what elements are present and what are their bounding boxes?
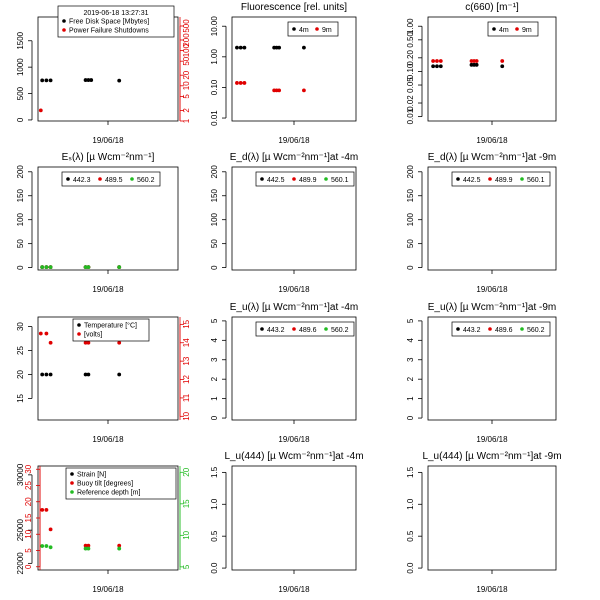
legend-marker — [130, 177, 134, 181]
legend-label: 4m — [499, 27, 509, 34]
y-right-tick-label: 200 — [182, 33, 191, 47]
legend-label: 560.1 — [527, 177, 545, 184]
y-left-tick-label: 15 — [16, 393, 25, 403]
x-date-label: 19/06/18 — [92, 585, 124, 594]
y-left-tick-label: 200 — [16, 165, 25, 179]
legend-marker — [292, 177, 296, 181]
y-left-tick-label: 500 — [16, 86, 25, 101]
y-left-tick-label: 50 — [210, 239, 219, 249]
legend-marker — [492, 27, 496, 31]
legend-label: 560.2 — [137, 177, 155, 184]
legend-marker — [292, 327, 296, 331]
data-point-temp-volts-0 — [87, 373, 91, 377]
y-right-tick-label: 5 — [182, 94, 191, 99]
data-point-disk-power-0 — [49, 78, 53, 82]
data-point-fluorescence-1 — [239, 81, 243, 85]
data-point-c660-1 — [435, 59, 439, 63]
panel-eu-9m — [406, 302, 556, 444]
y-left-tick-label: 1500 — [16, 31, 25, 50]
y-left-tick-label: 0.10 — [406, 63, 415, 80]
data-point-disk-power-1 — [39, 109, 43, 113]
panel-ed-9m — [406, 152, 556, 294]
data-point-es-2 — [45, 265, 49, 269]
y-left-tick-label: 0.01 — [406, 108, 415, 125]
data-point-strain-tilt-depth-1 — [87, 547, 91, 551]
x-date-label: 19/06/18 — [278, 285, 310, 294]
legend-marker — [62, 19, 66, 23]
data-point-fluorescence-1 — [235, 81, 239, 85]
data-point-disk-power-0 — [117, 79, 121, 83]
x-date-label: 19/06/18 — [476, 136, 508, 145]
y-right-tick-label: 10 — [182, 81, 191, 91]
data-point-fluorescence-1 — [302, 88, 306, 92]
y-left-tick-label: 50 — [16, 239, 25, 249]
legend-marker — [315, 27, 319, 31]
legend-marker — [98, 177, 102, 181]
data-point-strain-tilt-depth-1 — [45, 544, 49, 548]
legend-marker — [77, 332, 81, 336]
y-right-tick-label: 500 — [182, 19, 191, 33]
data-point-fluorescence-0 — [235, 46, 239, 50]
y-left-tick-label: 22000 — [16, 552, 25, 575]
y-left-tick-label: 100 — [406, 213, 415, 227]
y-right-tick-label: 1 — [182, 118, 191, 124]
legend-label: Buoy tilt [degrees] — [77, 480, 134, 488]
legend-label: Power Failure Shutdowns — [69, 27, 149, 35]
y-right-tick-label: 50 — [182, 56, 191, 66]
data-point-disk-power-0 — [89, 78, 93, 82]
panel-fluorescence — [210, 2, 356, 145]
panel-title: Eₛ(λ) [µ Wcm⁻²nm⁻¹] — [61, 152, 155, 163]
y-left-tick-label: 0 — [210, 415, 219, 421]
legend-label: 442.5 — [463, 177, 481, 184]
y-right-tick-label: 15 — [182, 319, 191, 329]
y-left-tick-label: 5 — [406, 318, 415, 324]
legend-label: 9m — [322, 27, 332, 34]
panel-c660 — [406, 2, 556, 145]
legend-label: 560.2 — [331, 327, 349, 334]
y-right-tick-label: 12 — [182, 375, 191, 384]
legend-marker — [66, 177, 70, 181]
y-left-tick-label: 0 — [16, 265, 25, 270]
legend-marker — [70, 472, 74, 476]
y-left-tick-label: 1.00 — [210, 49, 219, 65]
y-inner-tick-label: 25 — [24, 481, 33, 490]
panel-eu-4m — [210, 302, 358, 444]
data-point-c660-0 — [435, 64, 439, 68]
y-left-tick-label: 150 — [16, 189, 25, 203]
y-left-tick-label: 3 — [406, 357, 415, 362]
y-inner-tick-label: 0 — [24, 564, 33, 569]
legend-marker — [260, 327, 264, 331]
x-date-label: 19/06/18 — [278, 585, 310, 594]
legend-marker — [292, 27, 296, 31]
y-right-tick-label: 20 — [182, 70, 191, 80]
panel-disk-power — [16, 6, 191, 145]
y-right-tick-label: 10 — [182, 530, 191, 540]
y-left-tick-label: 0.50 — [406, 32, 415, 48]
y-left-tick-label: 1.00 — [406, 18, 415, 35]
y-left-tick-label: 10.00 — [210, 16, 219, 37]
y-left-tick-label: 2 — [210, 376, 219, 382]
legend-marker — [77, 323, 81, 327]
y-inner-tick-label: 20 — [24, 497, 33, 507]
data-point-es-2 — [117, 265, 121, 269]
data-point-temp-volts-0 — [49, 373, 53, 377]
y-left-tick-label: 0.02 — [406, 95, 415, 111]
data-point-fluorescence-0 — [243, 46, 247, 50]
y-inner-tick-label: 30 — [24, 464, 33, 474]
data-point-c660-1 — [431, 59, 435, 63]
legend-marker — [456, 177, 460, 181]
legend-label: Reference depth [m] — [77, 489, 141, 497]
y-left-tick-label: 25 — [16, 346, 25, 355]
data-point-c660-0 — [475, 63, 479, 67]
legend-marker — [70, 490, 74, 494]
y-left-tick-label: 150 — [210, 189, 219, 203]
y-inner-tick-label: 10 — [24, 529, 33, 539]
data-point-temp-volts-1 — [87, 341, 91, 345]
y-left-tick-label: 100 — [16, 213, 25, 227]
panel-temp-volts — [16, 317, 191, 444]
y-left-tick-label: 0 — [210, 265, 219, 270]
panel-title: L_u(444) [µ Wcm⁻²nm⁻¹]at -9m — [422, 451, 562, 462]
x-date-label: 19/06/18 — [476, 585, 508, 594]
legend-marker — [515, 27, 519, 31]
y-right-tick-label: 20 — [182, 467, 191, 477]
y-inner-tick-label: 5 — [24, 548, 33, 553]
panel-title: c(660) [m⁻¹] — [465, 2, 519, 13]
legend-label: 560.2 — [527, 327, 545, 334]
y-left-tick-label: 20 — [16, 370, 25, 379]
data-point-c660-1 — [475, 59, 479, 63]
data-point-es-2 — [40, 265, 44, 269]
y-left-tick-label: 0.5 — [210, 530, 219, 542]
y-right-tick-label: 10 — [182, 411, 191, 421]
y-left-tick-label: 0.05 — [406, 77, 415, 93]
data-point-disk-power-0 — [45, 78, 49, 82]
data-point-strain-tilt-depth-1 — [117, 547, 121, 551]
y-left-tick-label: 150 — [406, 189, 415, 203]
data-point-temp-volts-0 — [40, 373, 44, 377]
y-inner-tick-label: 15 — [24, 513, 33, 523]
legend-marker — [324, 177, 328, 181]
legend-label: 489.9 — [495, 177, 513, 184]
y-left-tick-label: 1.5 — [406, 466, 415, 478]
y-left-tick-label: 0.10 — [210, 79, 219, 96]
data-point-c660-0 — [439, 64, 443, 68]
plot-frame — [232, 466, 356, 570]
legend-marker — [488, 327, 492, 331]
legend-marker — [260, 177, 264, 181]
data-point-strain-tilt-depth-0 — [49, 527, 53, 531]
data-point-c660-0 — [500, 64, 504, 68]
plot-frame — [428, 466, 556, 570]
data-point-es-2 — [87, 265, 91, 269]
legend-label: 443.2 — [267, 327, 285, 334]
legend-label: 489.6 — [299, 327, 317, 334]
data-point-c660-1 — [439, 59, 443, 63]
data-point-temp-volts-0 — [45, 373, 49, 377]
y-left-tick-label: 4 — [210, 338, 219, 343]
legend-label: Free Disk Space [Mbytes] — [69, 18, 150, 26]
panel-ed-4m — [210, 152, 358, 294]
y-left-tick-label: 100 — [210, 213, 219, 227]
y-left-tick-label: 200 — [210, 165, 219, 179]
panel-title: Fluorescence [rel. units] — [240, 2, 348, 13]
y-left-tick-label: 0.01 — [210, 110, 219, 126]
y-left-tick-label: 1 — [406, 396, 415, 401]
x-date-label: 19/06/18 — [278, 136, 310, 145]
data-point-strain-tilt-depth-1 — [40, 544, 44, 548]
y-left-tick-label: 30000 — [16, 463, 25, 486]
legend-header: 2019-06-18 13:27:31 — [83, 10, 149, 17]
legend-marker — [70, 481, 74, 485]
y-left-tick-label: 5 — [210, 318, 219, 324]
legend-label: 442.5 — [267, 177, 285, 184]
legend-label: Temperature [°C] — [84, 322, 137, 330]
legend-label: 442.3 — [73, 177, 91, 184]
y-left-tick-label: 0 — [406, 415, 415, 421]
legend-label: 9m — [522, 27, 532, 34]
legend-label: 489.6 — [495, 327, 513, 334]
data-point-strain-tilt-depth-1 — [49, 545, 53, 549]
y-left-tick-label: 1.5 — [210, 466, 219, 478]
panel-strain-tilt-depth — [16, 463, 191, 594]
legend-marker — [62, 28, 66, 32]
y-left-tick-label: 25000 — [16, 519, 25, 542]
data-point-temp-volts-0 — [117, 373, 121, 377]
y-left-tick-label: 1.0 — [210, 498, 219, 510]
y-right-tick-label: 13 — [182, 356, 191, 366]
y-left-tick-label: 4 — [406, 338, 415, 343]
y-right-tick-label: 2 — [182, 108, 191, 113]
panel-title: L_u(444) [µ Wcm⁻²nm⁻¹]at -4m — [224, 451, 364, 462]
y-left-tick-label: 1.0 — [406, 498, 415, 510]
data-point-temp-volts-1 — [45, 332, 49, 336]
y-right-tick-label: 15 — [182, 499, 191, 509]
data-point-fluorescence-1 — [243, 81, 247, 85]
data-point-temp-volts-1 — [49, 341, 53, 345]
data-point-fluorescence-0 — [277, 46, 281, 50]
panel-title: E_d(λ) [µ Wcm⁻²nm⁻¹]at -4m — [229, 152, 359, 163]
y-left-tick-label: 0.5 — [406, 530, 415, 542]
x-date-label: 19/06/18 — [476, 285, 508, 294]
legend-label: [volts] — [84, 331, 103, 339]
panel-title: E_u(λ) [µ Wcm⁻²nm⁻¹]at -9m — [427, 302, 557, 313]
panel-lu-4m — [210, 451, 364, 594]
legend-marker — [520, 177, 524, 181]
legend-marker — [520, 327, 524, 331]
x-date-label: 19/06/18 — [92, 285, 124, 294]
data-point-c660-1 — [500, 59, 504, 63]
legend-label: 4m — [299, 27, 309, 34]
data-point-strain-tilt-depth-0 — [40, 508, 44, 512]
x-date-label: 19/06/18 — [476, 435, 508, 444]
data-point-fluorescence-1 — [277, 88, 281, 92]
data-point-c660-0 — [431, 64, 435, 68]
legend-label: 560.1 — [331, 177, 349, 184]
y-left-tick-label: 50 — [406, 239, 415, 249]
legend-label: 443.2 — [463, 327, 481, 334]
panel-lu-9m — [406, 451, 562, 594]
y-left-tick-label: 3 — [210, 357, 219, 362]
y-right-tick-label: 14 — [182, 338, 191, 348]
data-point-disk-power-0 — [40, 78, 44, 82]
data-point-strain-tilt-depth-0 — [45, 508, 49, 512]
y-left-tick-label: 0.0 — [210, 562, 219, 574]
y-left-tick-label: 2 — [406, 376, 415, 382]
y-left-tick-label: 0 — [406, 265, 415, 270]
panel-title: E_u(λ) [µ Wcm⁻²nm⁻¹]at -4m — [229, 302, 359, 313]
data-point-fluorescence-0 — [302, 46, 306, 50]
y-left-tick-label: 30 — [16, 322, 25, 332]
y-left-tick-label: 0.0 — [406, 562, 415, 574]
legend-label: Strain [N] — [77, 471, 107, 479]
x-date-label: 19/06/18 — [92, 136, 124, 145]
y-left-tick-label: 1 — [210, 396, 219, 401]
y-left-tick-label: 1000 — [16, 58, 25, 77]
y-right-tick-label: 5 — [182, 564, 191, 570]
legend-marker — [456, 327, 460, 331]
x-date-label: 19/06/18 — [92, 435, 124, 444]
legend-marker — [488, 177, 492, 181]
data-point-fluorescence-0 — [239, 46, 243, 50]
y-left-tick-label: 0 — [16, 117, 25, 123]
panel-es — [16, 152, 178, 294]
data-point-es-2 — [49, 265, 53, 269]
y-right-tick-label: 11 — [182, 393, 191, 403]
y-left-tick-label: 200 — [406, 165, 415, 179]
data-point-temp-volts-1 — [117, 341, 121, 345]
legend-marker — [324, 327, 328, 331]
legend-label: 489.5 — [105, 177, 123, 184]
legend-label: 489.9 — [299, 177, 317, 184]
data-point-temp-volts-1 — [39, 332, 43, 336]
y-right-tick-label: 100 — [182, 43, 191, 58]
x-date-label: 19/06/18 — [278, 435, 310, 444]
y-left-tick-label: 0.20 — [406, 50, 415, 66]
panel-title: E_d(λ) [µ Wcm⁻²nm⁻¹]at -9m — [427, 152, 557, 163]
